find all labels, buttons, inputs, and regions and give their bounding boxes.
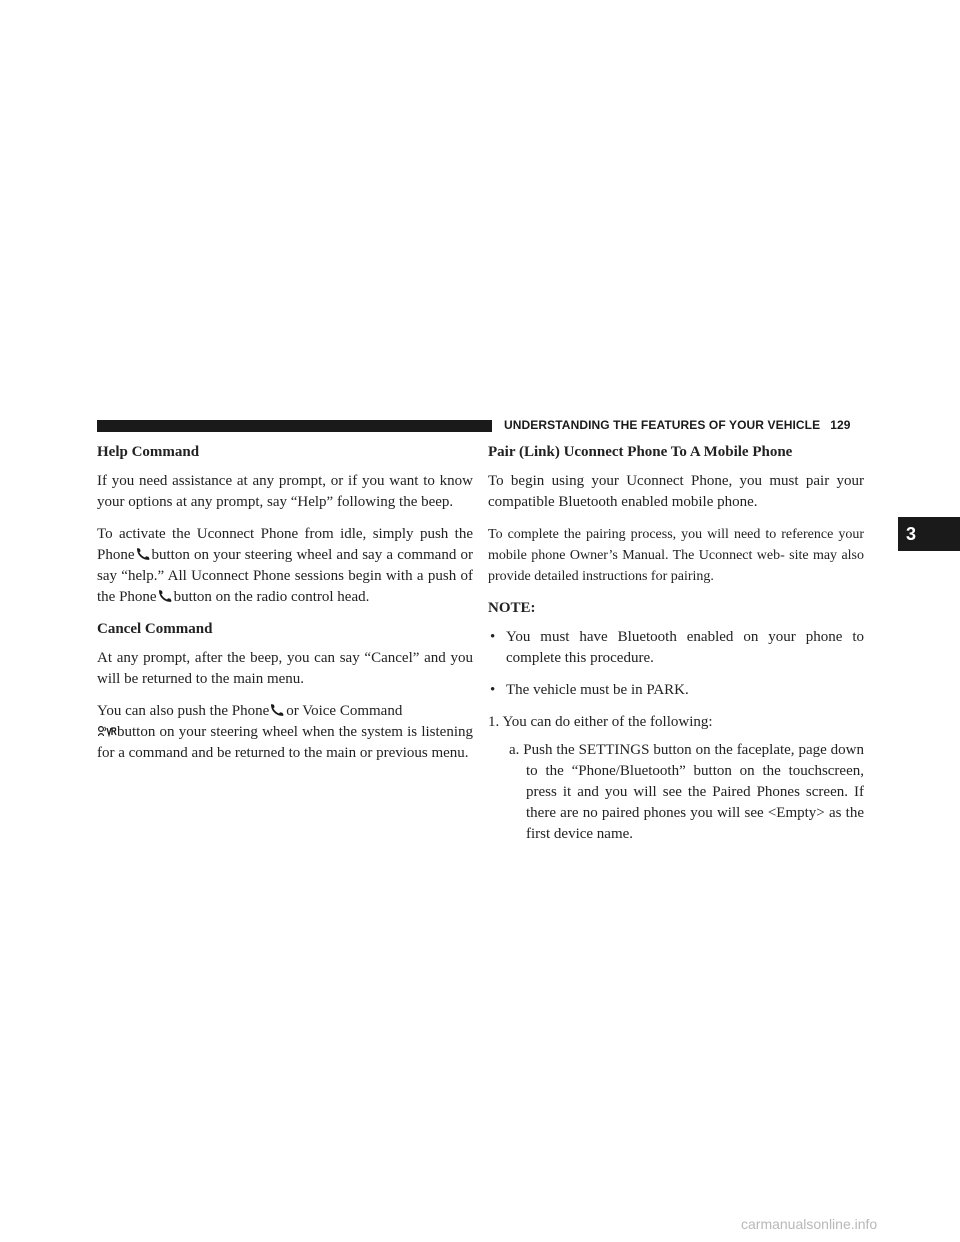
- list-item: [488, 680, 864, 701]
- cancel-paragraph-2-part-b: or Voice Command: [286, 703, 403, 719]
- cancel-paragraph-1: At any prompt, after the beep, you can say “Cancel” and you will be returned to the main menu.: [97, 650, 473, 687]
- cancel-paragraph-2: [97, 701, 473, 764]
- left-column: [97, 442, 473, 775]
- help-paragraph-2-part-b: button on your steering wheel and say a command or say “help.” All Uconnect Phone sessions begin with a push of the Phone: [97, 547, 473, 605]
- help-paragraph-2: [97, 524, 473, 608]
- phone-icon: [136, 548, 151, 560]
- help-paragraph-2-part-a: To activate the Uconnect Phone from idle, simply push the Phone: [97, 526, 473, 563]
- running-header: [504, 418, 851, 432]
- cancel-paragraph-2-part-a: You can also push the Phone: [97, 703, 270, 719]
- pair-paragraph-2: To complete the pairing process, you will need to reference your mobile phone Owner’s Manual. The Uconnect web- site may also provide detailed instructions for pairing.: [488, 527, 864, 584]
- pair-paragraph-1: To begin using your Uconnect Phone, you must pair your compatible Bluetooth enabled mobile phone.: [488, 473, 864, 510]
- note-heading: NOTE:: [488, 600, 536, 616]
- list-item: [488, 627, 864, 669]
- bullet-text: You must have Bluetooth enabled on your phone to complete this procedure.: [506, 629, 864, 666]
- cancel-command-heading: Cancel Command: [97, 621, 213, 637]
- voice-command-icon: [97, 725, 117, 737]
- bullet-marker: •: [490, 629, 496, 645]
- right-column: [488, 442, 864, 845]
- pair-phone-heading: Pair (Link) Uconnect Phone To A Mobile Phone: [488, 444, 793, 460]
- help-command-heading: Help Command: [97, 444, 200, 460]
- bullet-text: The vehicle must be in PARK.: [506, 682, 689, 698]
- page-number: 129: [830, 418, 851, 432]
- step-1a: a. Push the SETTINGS button on the faceplate, page down to the “Phone/Bluetooth” button on the touchscreen, press it and you will see the Paired Phones screen. If there are no paired phones you will see <Empty> as the first device name.: [509, 742, 864, 842]
- header-rule: [97, 420, 492, 432]
- bullet-marker: •: [490, 682, 496, 698]
- cancel-paragraph-2-part-c: button on your steering wheel when the system is listening for a command and be returned to the main or previous menu.: [97, 724, 473, 761]
- watermark: carmanualsonline.info: [741, 1216, 878, 1232]
- section-title: UNDERSTANDING THE FEATURES OF YOUR VEHICLE: [504, 418, 821, 432]
- chapter-tab: 3: [898, 517, 960, 551]
- help-paragraph-2-part-c: button on the radio control head.: [173, 589, 370, 605]
- help-paragraph-1: If you need assistance at any prompt, or if you want to know your options at any prompt, say “Help” following the beep.: [97, 473, 473, 510]
- step-1: 1. You can do either of the following:: [488, 714, 713, 730]
- phone-icon: [158, 590, 173, 602]
- phone-icon: [270, 704, 285, 716]
